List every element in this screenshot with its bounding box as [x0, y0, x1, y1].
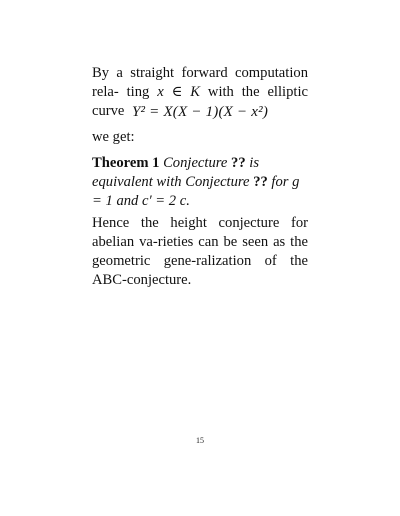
theorem-body-part3: for g = 1 and c′ = 2 c.: [92, 174, 300, 209]
inline-math-x-in-k: x ∈ K: [157, 84, 201, 100]
theorem-body-part1: Conjecture: [159, 155, 232, 171]
elliptic-curve-equation: Y² = X(X − 1)(X − x²): [131, 104, 269, 120]
paragraph-computation-line1: By a straight forward computation rela-: [92, 65, 308, 100]
paragraph-conclusion: Hence the height conjecture for abelian va-rieties can be seen as the geometric gene-ralization of the ABC-conjecture.: [92, 215, 308, 288]
page-number: 15: [196, 436, 204, 445]
paragraph-computation-line2-post: with the elliptic curve: [92, 84, 308, 119]
conjecture-ref-1[interactable]: ??: [231, 155, 246, 171]
theorem-1: [92, 154, 308, 211]
conjecture-ref-2[interactable]: ??: [253, 174, 268, 190]
theorem-heading: Theorem 1: [92, 155, 160, 171]
paragraph-we-get: we get:: [92, 129, 135, 145]
theorem-body-part2: is equivalent with Conjecture: [92, 155, 260, 190]
paragraph-computation-line2-pre: ting: [126, 84, 158, 100]
